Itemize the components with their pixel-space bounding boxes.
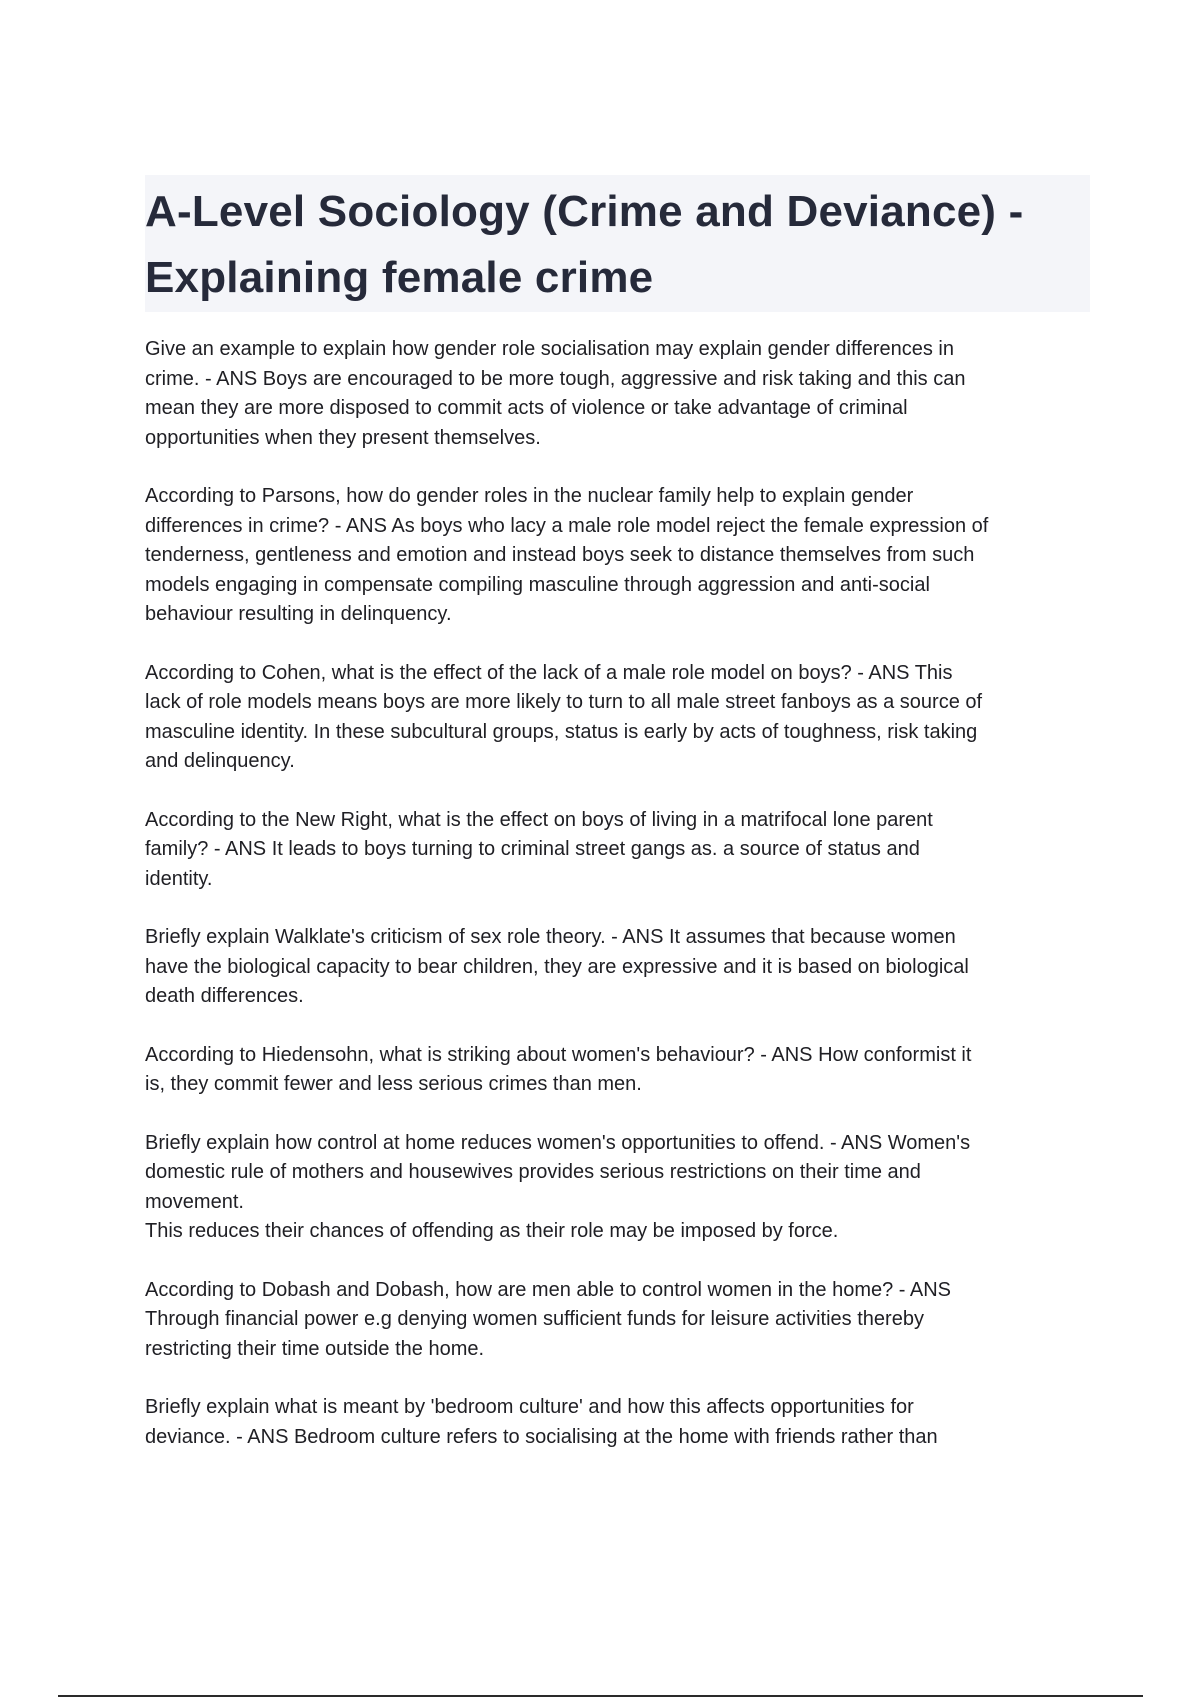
qa-line: Through financial power e.g denying women sufficient funds for leisure activities thereby bbox=[145, 1308, 924, 1330]
qa-entry bbox=[145, 659, 1095, 777]
title-line-2: Explaining female crime bbox=[145, 253, 654, 302]
qa-line: domestic rule of mothers and housewives provides serious restrictions on their time and bbox=[145, 1161, 921, 1183]
qa-line: restricting their time outside the home. bbox=[145, 1337, 485, 1360]
qa-line: models engaging in compensate compiling masculine through aggression and anti-social bbox=[145, 573, 930, 596]
qa-line: deviance. - ANS Bedroom culture refers to socialising at the home with friends rather than bbox=[145, 1425, 938, 1448]
qa-line: According to the New Right, what is the effect on boys of living in a matrifocal lone parent bbox=[145, 808, 933, 831]
qa-line: Briefly explain how control at home reduces women's opportunities to offend. - ANS Women's bbox=[145, 1131, 971, 1154]
qa-line: death differences. bbox=[145, 985, 304, 1007]
document-title bbox=[145, 179, 1090, 311]
qa-line: mean they are more disposed to commit acts of violence or take advantage of criminal bbox=[145, 397, 908, 419]
footer-divider bbox=[58, 1695, 1143, 1697]
qa-list bbox=[145, 335, 1095, 1481]
qa-entry bbox=[145, 806, 1095, 895]
qa-line: differences in crime? - ANS As boys who lacy a male role model reject the female expression of bbox=[145, 514, 989, 537]
title-banner bbox=[145, 175, 1090, 312]
qa-line: crime. - ANS Boys are encouraged to be more tough, aggressive and risk taking and this can bbox=[145, 367, 966, 390]
qa-line: opportunities when they present themselves. bbox=[145, 426, 541, 449]
qa-line: According to Hiedensohn, what is striking about women's behaviour? - ANS How conformist it bbox=[145, 1043, 972, 1066]
qa-line: have the biological capacity to bear children, they are expressive and it is based on biological bbox=[145, 955, 969, 978]
qa-entry bbox=[145, 335, 1095, 453]
qa-entry bbox=[145, 1129, 1095, 1247]
qa-line: This reduces their chances of offending as their role may be imposed by force. bbox=[145, 1220, 839, 1242]
qa-line: Briefly explain what is meant by 'bedroom culture' and how this affects opportunities for bbox=[145, 1396, 914, 1418]
qa-line: lack of role models means boys are more likely to turn to all male street fanboys as a source of bbox=[145, 691, 983, 713]
qa-line: masculine identity. In these subcultural groups, status is early by acts of toughness, risk taking bbox=[145, 720, 978, 743]
qa-line: Briefly explain Walklate's criticism of sex role theory. - ANS It assumes that because women bbox=[145, 926, 956, 948]
qa-line: According to Parsons, how do gender roles in the nuclear family help to explain gender bbox=[145, 485, 914, 507]
qa-line: and delinquency. bbox=[145, 750, 295, 772]
qa-entry bbox=[145, 1276, 1095, 1365]
qa-line: family? - ANS It leads to boys turning to criminal street gangs as. a source of status and bbox=[145, 838, 920, 860]
qa-line: identity. bbox=[145, 867, 213, 890]
qa-entry bbox=[145, 1393, 1095, 1452]
qa-line: tenderness, gentleness and emotion and instead boys seek to distance themselves from such bbox=[145, 544, 975, 566]
qa-entry bbox=[145, 1041, 1095, 1100]
qa-entry bbox=[145, 482, 1095, 630]
qa-line: According to Cohen, what is the effect of the lack of a male role model on boys? - ANS This bbox=[145, 661, 953, 684]
qa-line: is, they commit fewer and less serious crimes than men. bbox=[145, 1073, 642, 1095]
qa-line: According to Dobash and Dobash, how are men able to control women in the home? - ANS bbox=[145, 1278, 952, 1301]
title-line-1: A-Level Sociology (Crime and Deviance) - bbox=[145, 187, 1024, 236]
qa-entry bbox=[145, 923, 1095, 1012]
qa-line: Give an example to explain how gender role socialisation may explain gender differences in bbox=[145, 338, 954, 360]
qa-line: movement. bbox=[145, 1190, 244, 1213]
qa-line: behaviour resulting in delinquency. bbox=[145, 603, 452, 625]
